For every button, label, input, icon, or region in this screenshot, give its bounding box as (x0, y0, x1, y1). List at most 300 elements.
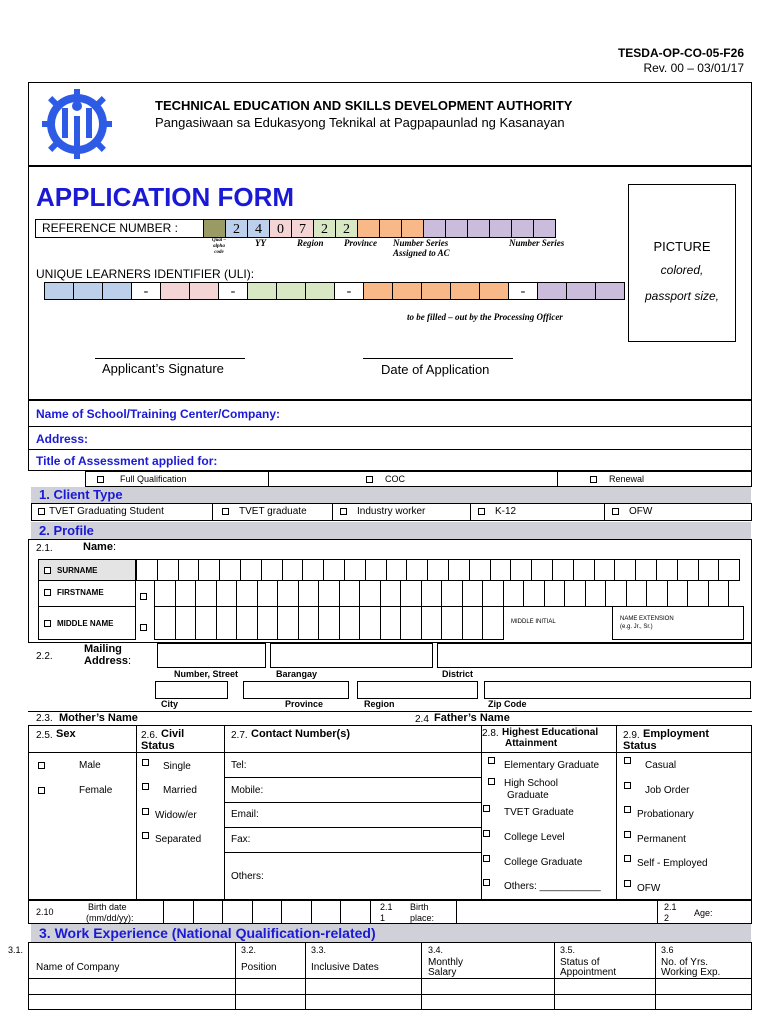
emp-option-permanent-label: Permanent (637, 834, 686, 845)
surname-char-box[interactable] (178, 559, 200, 581)
profile-heading: 2. Profile (31, 522, 751, 539)
date-of-application-label: Date of Application (381, 362, 490, 377)
surname-char-box[interactable] (427, 559, 449, 581)
middlename-text: MIDDLE NAME (57, 619, 114, 628)
firstname-char-box[interactable] (154, 580, 176, 607)
checkbox-icon[interactable] (483, 879, 490, 886)
emp-option-permanent[interactable] (624, 829, 686, 845)
client-type-k12-label: K-12 (495, 506, 517, 517)
firstname-char-box[interactable] (605, 580, 627, 607)
firstname-char-box[interactable] (421, 580, 443, 607)
picture-line2: passport size, (644, 289, 720, 303)
client-type-k12[interactable] (478, 506, 516, 517)
emp-option-self-employed-label: Self - Employed (637, 858, 708, 869)
civil-label-1: Civil (161, 728, 185, 740)
work-num-5: 3.5. (560, 945, 576, 955)
edu-option-high-school-label: High School (504, 778, 558, 789)
surname-char-box[interactable] (531, 559, 553, 581)
firstname-char-box[interactable] (339, 580, 361, 607)
surname-char-box[interactable] (198, 559, 220, 581)
revision-date: Rev. 00 – 03/01/17 (643, 61, 744, 75)
emp-option-self-employed[interactable] (624, 853, 708, 869)
applicant-signature-label: Applicant’s Signature (102, 361, 224, 376)
uli-digit-box[interactable] (479, 282, 509, 300)
civil-label-2: Status (141, 740, 175, 752)
work-num-6: 3.6 (661, 945, 674, 955)
civil-option-married-label: Married (163, 785, 197, 796)
emp-option-ofw-label: OFW (637, 883, 661, 894)
reference-label-box (35, 219, 204, 238)
birth-date-box[interactable] (193, 900, 224, 924)
work-col-years: No. of Yrs. (661, 957, 709, 968)
civil-option-married[interactable] (142, 781, 197, 796)
surname-char-box[interactable] (282, 559, 304, 581)
name-colon: : (112, 541, 117, 553)
contact-num: 2.7. (231, 730, 248, 741)
address-city-field[interactable] (155, 681, 228, 699)
address-colon: : (128, 655, 132, 667)
firstname-char-box[interactable] (544, 580, 566, 607)
birth-num: 2.10 (36, 907, 54, 917)
client-type-heading: 1. Client Type (31, 487, 751, 503)
uli-label: UNIQUE LEARNERS IDENTIFIER (ULI): (36, 267, 255, 281)
form-title: APPLICATION FORM (36, 182, 295, 212)
employment-label-1: Employment (643, 728, 710, 740)
surname-char-box[interactable] (302, 559, 324, 581)
firstname-char-box[interactable] (667, 580, 689, 607)
firstname-char-box[interactable] (359, 580, 381, 607)
checkbox-icon[interactable] (624, 880, 631, 887)
civil-option-widower[interactable] (142, 806, 197, 821)
work-col-dates: Inclusive Dates (311, 962, 379, 973)
client-type-tvet-graduate[interactable] (222, 506, 307, 517)
birthplace-field[interactable] (456, 900, 658, 924)
work-experience-heading: 3. Work Experience (National Qualification-related) (31, 924, 751, 942)
mother-num: 2.3. (36, 713, 53, 724)
middlename-char-box[interactable] (339, 606, 361, 640)
checkbox-icon[interactable] (38, 787, 45, 794)
assessment-option-full-label: Full Qualification (120, 474, 187, 484)
father-num: 2.4 (415, 714, 429, 725)
firstname-char-box[interactable] (216, 580, 238, 607)
agency-name-filipino: Pangasiwaan sa Edukasyong Teknikal at Pagpapaunlad ng Kasanayan (155, 115, 565, 130)
name-label: Name (83, 541, 113, 553)
checkbox-icon[interactable] (483, 805, 490, 812)
address-street-label: Number, Street (174, 669, 239, 679)
uli-digit-box[interactable] (363, 282, 393, 300)
uli-digit-box[interactable] (392, 282, 422, 300)
uli-digit-box[interactable] (537, 282, 567, 300)
civil-option-separated[interactable] (142, 830, 202, 845)
birthplace-num-2: 1 (380, 913, 386, 923)
checkbox-icon[interactable] (142, 832, 149, 839)
middlename-char-box[interactable] (195, 606, 217, 640)
birth-date-box[interactable] (163, 900, 194, 924)
firstname-char-box[interactable] (298, 580, 320, 607)
surname-char-box[interactable] (240, 559, 262, 581)
client-type-ofw[interactable] (612, 506, 652, 517)
firstname-char-box[interactable] (380, 580, 402, 607)
checkbox-icon[interactable] (140, 593, 147, 600)
birth-label-1: Birth date (88, 902, 127, 912)
firstname-char-box[interactable] (400, 580, 422, 607)
surname-char-box[interactable] (718, 559, 740, 581)
emp-option-probationary-label: Probationary (637, 809, 694, 820)
firstname-checkbox[interactable] (140, 588, 151, 606)
birth-date-box[interactable] (311, 900, 342, 924)
surname-char-box[interactable] (677, 559, 699, 581)
checkbox-icon[interactable] (97, 476, 104, 483)
civil-option-single-label: Single (163, 761, 191, 772)
school-name-label: Name of School/Training Center/Company: (36, 407, 281, 421)
firstname-char-box[interactable] (277, 580, 299, 607)
work-col-appointment: Appointment (560, 967, 617, 978)
address-street-field[interactable] (157, 643, 266, 668)
client-type-tvet-graduating[interactable] (38, 506, 164, 517)
surname-char-box[interactable] (448, 559, 470, 581)
age-num-2: 2 (664, 913, 670, 923)
middlename-char-box[interactable] (359, 606, 381, 640)
surname-char-box[interactable] (635, 559, 657, 581)
surname-char-box[interactable] (344, 559, 366, 581)
assessment-label: Title of Assessment applied for: (36, 454, 218, 468)
birth-date-box[interactable] (281, 900, 312, 924)
middlename-char-box[interactable] (216, 606, 238, 640)
sex-option-female[interactable] (38, 785, 112, 796)
client-type-industry-worker-label: Industry worker (357, 506, 426, 517)
sex-option-female-label: Female (79, 785, 113, 796)
education-label-1: Highest Educational (502, 727, 599, 738)
civil-option-widower-label: Widow/er (155, 810, 197, 821)
address-province-field[interactable] (243, 681, 349, 699)
surname-char-box[interactable] (323, 559, 345, 581)
school-address-label: Address: (36, 432, 89, 446)
firstname-char-box[interactable] (564, 580, 586, 607)
contact-others[interactable]: Others: (231, 871, 264, 882)
ref-caption-region: Region (297, 238, 324, 248)
sex-num: 2.5. (36, 730, 53, 741)
birth-date-box[interactable] (252, 900, 283, 924)
address-label-1: Mailing (84, 643, 122, 655)
middlename-checkbox[interactable] (140, 619, 151, 637)
checkbox-icon[interactable] (612, 508, 619, 515)
form-code: TESDA-OP-CO-05-F26 (617, 46, 744, 60)
edu-option-college-level-label: College Level (504, 832, 565, 843)
sex-option-male-label: Male (79, 760, 101, 771)
checkbox-icon[interactable] (38, 762, 45, 769)
assessment-option-coc[interactable] (366, 474, 405, 484)
address-field[interactable] (28, 426, 752, 450)
civil-num: 2.6. (141, 730, 158, 741)
surname-char-box[interactable] (386, 559, 408, 581)
uli-digit-box[interactable] (595, 282, 625, 300)
reference-digit-box[interactable] (203, 219, 226, 238)
client-type-ofw-label: OFW (629, 506, 653, 517)
uli-digit-box[interactable] (44, 282, 74, 300)
birth-date-box[interactable] (222, 900, 253, 924)
reference-label: REFERENCE NUMBER : (42, 221, 179, 235)
surname-char-box[interactable] (219, 559, 241, 581)
middlename-char-box[interactable] (421, 606, 443, 640)
edu-option-tvet-graduate-label: TVET Graduate (504, 807, 574, 818)
checkbox-icon[interactable] (38, 508, 45, 515)
agency-name: TECHNICAL EDUCATION AND SKILLS DEVELOPMENT AUTHORITY (155, 98, 573, 113)
emp-option-job-order[interactable] (624, 780, 690, 796)
middlename-char-box[interactable] (482, 606, 504, 640)
firstname-char-box[interactable] (646, 580, 668, 607)
name-extension-label: NAME EXTENSION (620, 616, 674, 622)
assessment-option-full[interactable] (97, 474, 187, 484)
reference-digit-box[interactable]: 0 (269, 219, 292, 238)
assessment-option-coc-label: COC (385, 474, 405, 484)
checkbox-icon[interactable] (140, 624, 147, 631)
uli-digit-box[interactable] (566, 282, 596, 300)
emp-option-casual[interactable] (624, 755, 677, 771)
surname-char-box[interactable] (573, 559, 595, 581)
firstname-char-box[interactable] (626, 580, 648, 607)
uli-digit-box[interactable] (305, 282, 335, 300)
surname-char-box[interactable] (490, 559, 512, 581)
surname-char-box[interactable] (510, 559, 532, 581)
firstname-char-box[interactable] (257, 580, 279, 607)
checkbox-icon[interactable] (624, 831, 631, 838)
surname-text: SURNAME (57, 566, 98, 575)
address-barangay-field[interactable] (270, 643, 433, 668)
firstname-char-box[interactable] (523, 580, 545, 607)
firstname-char-box[interactable] (708, 580, 730, 607)
birthplace-num-1: 2.1 (380, 902, 393, 912)
address-district-field[interactable] (437, 643, 752, 668)
checkbox-icon[interactable] (366, 476, 373, 483)
work-col-exp: Working Exp. (661, 967, 721, 978)
tesda-logo-icon (34, 86, 120, 162)
checkbox-icon[interactable] (488, 757, 495, 764)
birth-date-box[interactable] (340, 900, 371, 924)
contact-email[interactable]: Email: (231, 809, 259, 820)
contact-mobile[interactable]: Mobile: (231, 785, 264, 796)
client-type-tvet-graduate-label: TVET graduate (239, 506, 307, 517)
name-extension-field[interactable] (612, 606, 744, 640)
work-col-monthly: Monthly (428, 957, 464, 968)
edu-option-high-school[interactable] (488, 776, 558, 787)
reference-digit-box[interactable] (533, 219, 556, 238)
uli-digit-box[interactable] (421, 282, 451, 300)
age-num-1: 2.1 (664, 902, 677, 912)
civil-option-single[interactable] (142, 757, 191, 772)
reference-digit-box[interactable] (401, 219, 424, 238)
work-experience-table (28, 942, 752, 1010)
checkbox-icon[interactable] (624, 855, 631, 862)
client-type-tvet-graduating-label: TVET Graduating Student (49, 506, 164, 517)
picture-box[interactable] (628, 184, 736, 342)
checkbox-icon[interactable] (44, 620, 51, 627)
client-type-industry-worker[interactable] (340, 506, 425, 517)
employment-label-2: Status (623, 740, 657, 752)
work-col-position: Position (241, 962, 277, 973)
firstname-char-box[interactable] (503, 580, 525, 607)
edu-option-tvet-graduate[interactable] (483, 803, 574, 818)
uli-digit-box[interactable] (160, 282, 190, 300)
middlename-label (44, 619, 113, 628)
surname-char-box[interactable] (406, 559, 428, 581)
address-region-field[interactable] (357, 681, 478, 699)
checkbox-icon[interactable] (142, 783, 149, 790)
picture-title: PICTURE (653, 239, 711, 254)
checkbox-icon[interactable] (142, 759, 149, 766)
checkbox-icon[interactable] (624, 782, 631, 789)
uli-separator[interactable]: - (334, 282, 364, 300)
surname-char-box[interactable] (157, 559, 179, 581)
checkbox-icon[interactable] (483, 855, 490, 862)
checkbox-icon[interactable] (624, 806, 631, 813)
assessment-option-renewal[interactable] (590, 474, 644, 484)
ref-caption-series: Number Series (509, 238, 565, 248)
checkbox-icon[interactable] (483, 830, 490, 837)
edu-option-others[interactable] (483, 877, 601, 892)
assessment-option-renewal-label: Renewal (609, 474, 645, 484)
emp-option-ofw[interactable] (624, 878, 661, 894)
middlename-char-box[interactable] (257, 606, 279, 640)
contact-tel[interactable]: Tel: (231, 760, 247, 771)
surname-label (44, 566, 97, 575)
reference-digit-box[interactable] (467, 219, 490, 238)
surname-char-box[interactable] (614, 559, 636, 581)
middlename-char-box[interactable] (154, 606, 176, 640)
address-zip-field[interactable] (484, 681, 751, 699)
address-city-label: City (161, 699, 179, 709)
work-col-company: Name of Company (36, 962, 120, 973)
uli-digit-box[interactable] (73, 282, 103, 300)
edu-option-college-level[interactable] (483, 828, 565, 843)
firstname-char-box[interactable] (195, 580, 217, 607)
middlename-char-box[interactable] (380, 606, 402, 640)
firstname-char-box[interactable] (687, 580, 709, 607)
checkbox-icon[interactable] (44, 589, 51, 596)
checkbox-icon[interactable] (44, 567, 51, 574)
surname-char-box[interactable] (552, 559, 574, 581)
ref-caption-yy: YY (255, 238, 266, 248)
birth-label-2: (mm/dd/yy): (86, 913, 134, 923)
middlename-char-box[interactable] (318, 606, 340, 640)
middle-initial-label: MIDDLE INITIAL (511, 619, 556, 625)
sex-option-male[interactable] (38, 760, 101, 771)
checkbox-icon[interactable] (142, 808, 149, 815)
reference-digit-box[interactable]: 4 (247, 219, 270, 238)
uli-separator[interactable]: - (131, 282, 161, 300)
age-label[interactable]: Age: (694, 908, 713, 918)
address-label-2: Address (84, 655, 129, 667)
uli-digit-box[interactable] (189, 282, 219, 300)
firstname-char-box[interactable] (462, 580, 484, 607)
surname-char-box[interactable] (469, 559, 491, 581)
uli-separator[interactable]: - (508, 282, 538, 300)
uli-digit-box[interactable] (276, 282, 306, 300)
uli-digit-box[interactable] (450, 282, 480, 300)
reference-digit-box[interactable]: 2 (225, 219, 248, 238)
education-num: 2.8. (482, 728, 499, 739)
edu-option-elementary[interactable] (488, 755, 600, 771)
firstname-char-box[interactable] (236, 580, 258, 607)
checkbox-icon[interactable] (222, 508, 229, 515)
surname-char-box[interactable] (365, 559, 387, 581)
birthplace-label-1: Birth (410, 902, 429, 912)
middlename-char-box[interactable] (441, 606, 463, 640)
reference-digit-box[interactable] (423, 219, 446, 238)
checkbox-icon[interactable] (590, 476, 597, 483)
address-district-label: District (442, 669, 474, 679)
checkbox-icon[interactable] (340, 508, 347, 515)
work-num-2: 3.2. (241, 945, 257, 955)
civil-option-separated-label: Separated (155, 834, 202, 845)
work-num-3: 3.3. (311, 945, 327, 955)
uli-separator[interactable]: - (218, 282, 248, 300)
edu-option-college-graduate[interactable] (483, 853, 583, 868)
father-name-label[interactable]: Father’s Name (434, 712, 510, 724)
edu-option-high-school-2: Graduate (507, 790, 549, 801)
address-region-label: Region (364, 699, 395, 709)
emp-option-casual-label: Casual (645, 760, 677, 771)
work-col-status: Status of (560, 957, 600, 968)
reference-digit-box[interactable] (379, 219, 402, 238)
firstname-text: FIRSTNAME (57, 588, 104, 597)
reference-digit-box[interactable] (511, 219, 534, 238)
checkbox-icon[interactable] (478, 508, 485, 515)
name-extension-example: (e.g. Jr., Sr.) (620, 624, 653, 630)
firstname-label (44, 588, 104, 597)
reference-digit-box[interactable] (489, 219, 512, 238)
address-barangay-label: Barangay (276, 669, 318, 679)
reference-digit-box[interactable] (445, 219, 468, 238)
checkbox-icon[interactable] (624, 757, 631, 764)
surname-char-box[interactable] (136, 559, 158, 581)
firstname-char-box[interactable] (175, 580, 197, 607)
firstname-char-box[interactable] (318, 580, 340, 607)
checkbox-icon[interactable] (488, 778, 495, 785)
middlename-char-box[interactable] (462, 606, 484, 640)
contact-fax[interactable]: Fax: (231, 834, 251, 845)
reference-digit-box[interactable]: 7 (291, 219, 314, 238)
middlename-char-box[interactable] (277, 606, 299, 640)
middlename-char-box[interactable] (298, 606, 320, 640)
employment-num: 2.9. (623, 730, 640, 741)
firstname-char-box[interactable] (441, 580, 463, 607)
work-num-1: 3.1. (8, 945, 24, 955)
middlename-char-box[interactable] (400, 606, 422, 640)
ref-caption-series-ac: Number Series Assigned to AC (393, 238, 450, 258)
middlename-char-box[interactable] (175, 606, 197, 640)
surname-char-box[interactable] (656, 559, 678, 581)
firstname-char-box[interactable] (482, 580, 504, 607)
emp-option-probationary[interactable] (624, 804, 694, 820)
edu-option-others-label: Others: ___________ (504, 881, 601, 892)
address-province-label: Province (285, 699, 324, 709)
uli-digit-box[interactable] (247, 282, 277, 300)
ref-caption-province: Province (344, 238, 377, 248)
uli-digit-box[interactable] (102, 282, 132, 300)
surname-char-box[interactable] (261, 559, 283, 581)
surname-char-box[interactable] (698, 559, 720, 581)
address-num: 2.2. (36, 651, 53, 662)
reference-digit-box[interactable]: 2 (313, 219, 336, 238)
reference-digit-box[interactable] (357, 219, 380, 238)
ref-caption-qual: Qual – alpha code (211, 238, 227, 255)
firstname-char-box[interactable] (585, 580, 607, 607)
surname-char-box[interactable] (594, 559, 616, 581)
reference-digit-box[interactable]: 2 (335, 219, 358, 238)
middlename-char-box[interactable] (236, 606, 258, 640)
mother-name-label[interactable]: Mother’s Name (59, 712, 138, 724)
processing-note: to be filled – out by the Processing Officer (407, 312, 563, 322)
